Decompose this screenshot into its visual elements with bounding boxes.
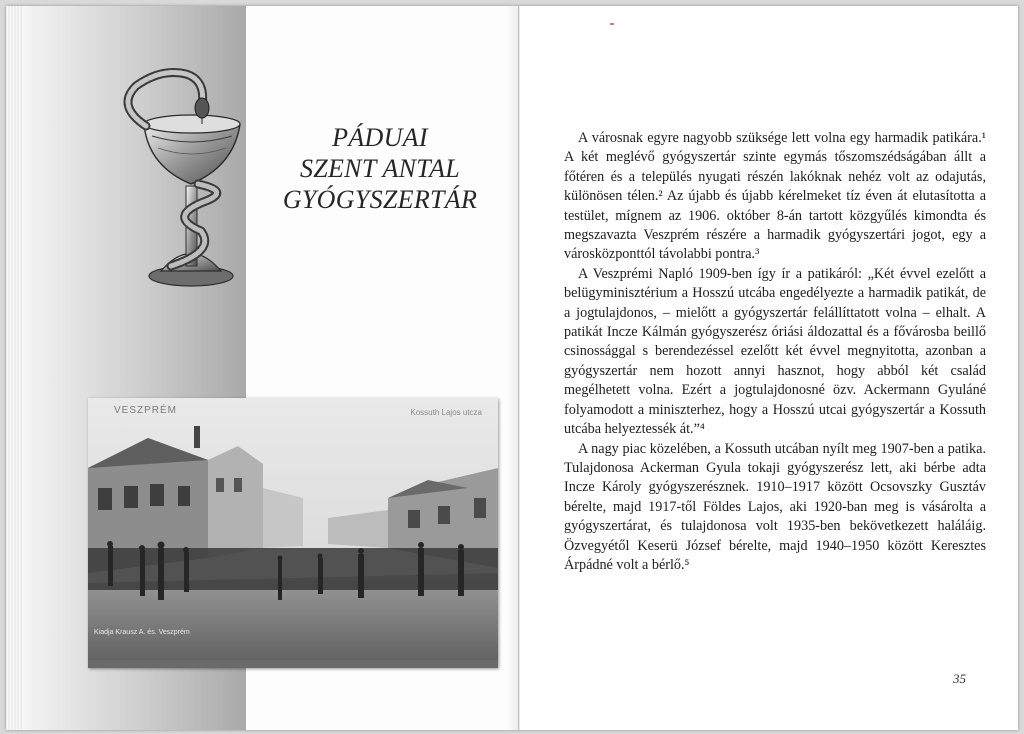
photo-publisher-note: Kiadja Krausz A. és. Veszprém xyxy=(94,629,190,636)
hygieia-cup-serpent-icon xyxy=(106,66,246,291)
right-page xyxy=(520,6,1018,730)
chapter-title-line: GYÓGYSZERTÁR xyxy=(282,185,478,214)
photo-caption-street: Kossuth Lajos utcza xyxy=(410,408,482,417)
ink-speck xyxy=(610,23,614,25)
paragraph: A városnak egyre nagyobb szüksége lett volna egy harmadik patikára.¹ A két meglévő gyógyszertár szinte egymás tőszomszédságában állt a főtéren és a település nyugati részén lakóknak nehéz volt az odajutás, különösen télen.² Az újabb és újabb kérelmeket tíz éven át elutasította a testület, mígnem az 1906. október 8-án tartott közgyűlés kimondta és megszavazta Veszprém részére a harmadik gyógyszertári jogot, egy a városközponttól távolabbi pontra.³ xyxy=(564,130,986,263)
chapter-title-line: PÁDUAI xyxy=(332,123,428,152)
photo-caption-city: VESZPRÉM xyxy=(114,405,178,416)
book-spread xyxy=(6,6,1018,730)
chapter-title-line: SZENT ANTAL xyxy=(299,154,461,183)
paragraph: A Veszprémi Napló 1909-ben így ír a patikáról: „Két évvel ezelőtt a belügyminisztérium a Hosszú utcába engedélyezte a harmadik patikát, de a jogtulajdonos, – mielőtt a gyógyszertár felállíttatott volna – elhalt. A patikát Incze Kálmán gyógyszerész óriási áldozattal és a fővárosba beillő csinossággal s berendezéssel ezelőtt két évvel megnyitotta, azonban a gyógyszertár nem hozott annyi hasznot, hogy abból két család megélhetett volna. Ezért a jogtulajdonosné özv. Ackermann Gyuláné folyamodott a miniszterhez, hogy a Hosszú utcai gyógyszertár a Kossuth utcába helyeztessék át.”⁴ xyxy=(564,265,986,438)
left-page xyxy=(6,6,519,730)
body-text xyxy=(564,129,986,575)
page-number: 35 xyxy=(953,671,966,686)
page-edges xyxy=(6,6,22,730)
historic-street-photo xyxy=(88,398,498,668)
chapter-title xyxy=(270,122,490,215)
paragraph: A nagy piac közelében, a Kossuth utcában nyílt meg 1907-ben a patika. Tulajdonosa Ackerman Gyula tokaji gyógyszerész lett, aki bérbe adta Incze Károly gyógyszerésznek. 1910–1917 között Ocsovszky Gusztáv bérelte, majd 1917-től Földes Lajos, aki 1920-ban meg is vásárolta a gyógyszertárat, és tulajdonosa volt 1935-ben bekövetkezett haláláig. Özvegyétől Keserü József bérelte, majd 1940–1950 között Keresztes Árpádné volt a bérlő.⁵ xyxy=(564,440,986,573)
